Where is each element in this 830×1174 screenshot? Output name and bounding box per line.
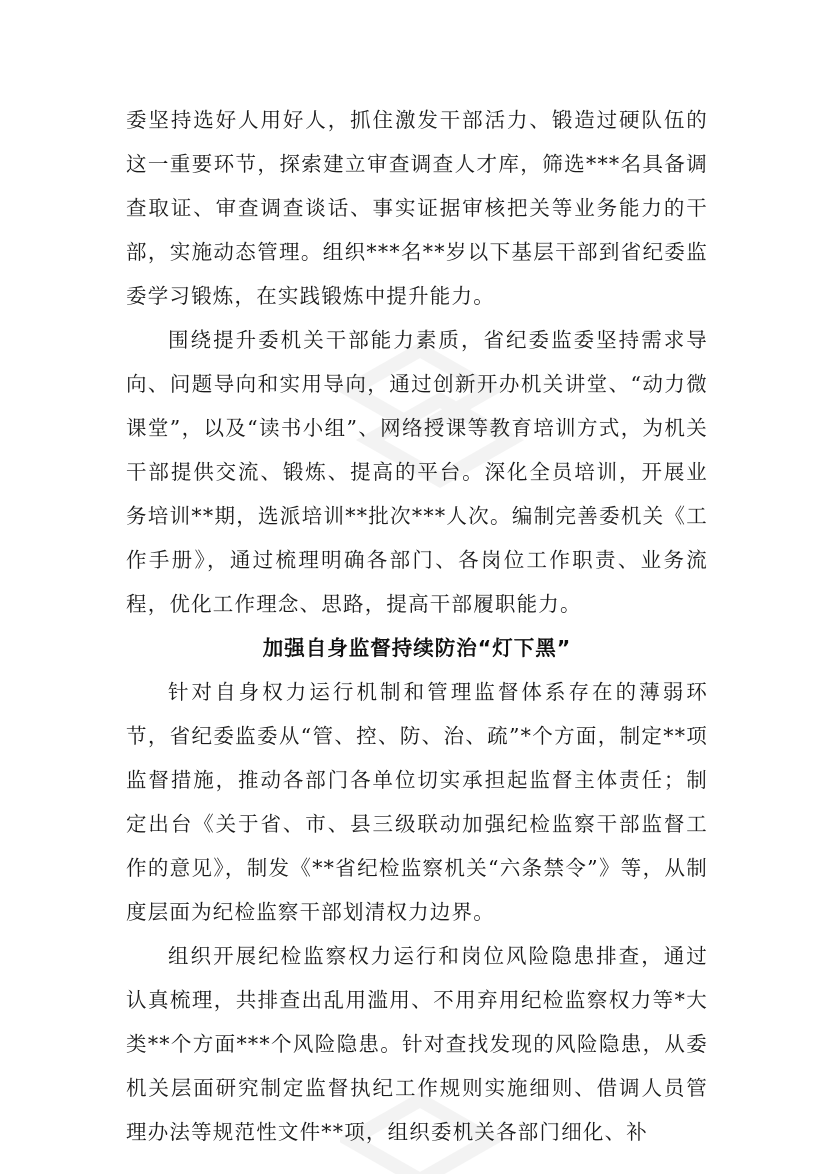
- section-heading: 加强自身监督持续防治“灯下黑”: [262, 636, 572, 660]
- paragraph-3: 针对自身权力运行机制和管理监督体系存在的薄弱环节，省纪委监委从“管、控、防、治、疏”*个方面，制定**项监督措施，推动各部门各单位切实承担起监督主体责任；制定出台《关于省、市、县三级联动加强纪检监察干部监督工作的意见》，制发《**省纪检监察机关“六条禁令”》等，从制度层面为纪检监察干部划清权力边界。: [126, 680, 708, 924]
- paragraph-1: 委坚持选好人用好人，抓住激发干部活力、锻造过硬队伍的这一重要环节，探索建立审查调查人才库，筛选***名具备调查取证、审查调查谈话、事实证据审核把关等业务能力的干部，实施动态管理。组织***名**岁以下基层干部到省纪委监委学习锻炼，在实践锻炼中提升能力。: [126, 108, 708, 308]
- paragraph-4: 组织开展纪检监察权力运行和岗位风险隐患排查，通过认真梳理，共排查出乱用滥用、不用弃用纪检监察权力等*大类**个方面***个风险隐患。针对查找发现的风险隐患，从委机关层面研究制定监督执纪工作规则实施细则、借调人员管理办法等规范性文件**项，组织委机关各部门细化、补: [126, 944, 708, 1144]
- paragraph-2: 围绕提升委机关干部能力素质，省纪委监委坚持需求导向、问题导向和实用导向，通过创新开办机关讲堂、“动力微课堂”，以及“读书小组”、网络授课等教育培训方式，为机关干部提供交流、锻炼、提高的平台。深化全员培训，开展业务培训**期，选派培训**批次***人次。编制完善委机关《工作手册》，通过梳理明确各部门、各岗位工作职责、业务流程，优化工作理念、思路，提高干部履职能力。: [126, 328, 708, 616]
- document-body: [126, 98, 708, 1154]
